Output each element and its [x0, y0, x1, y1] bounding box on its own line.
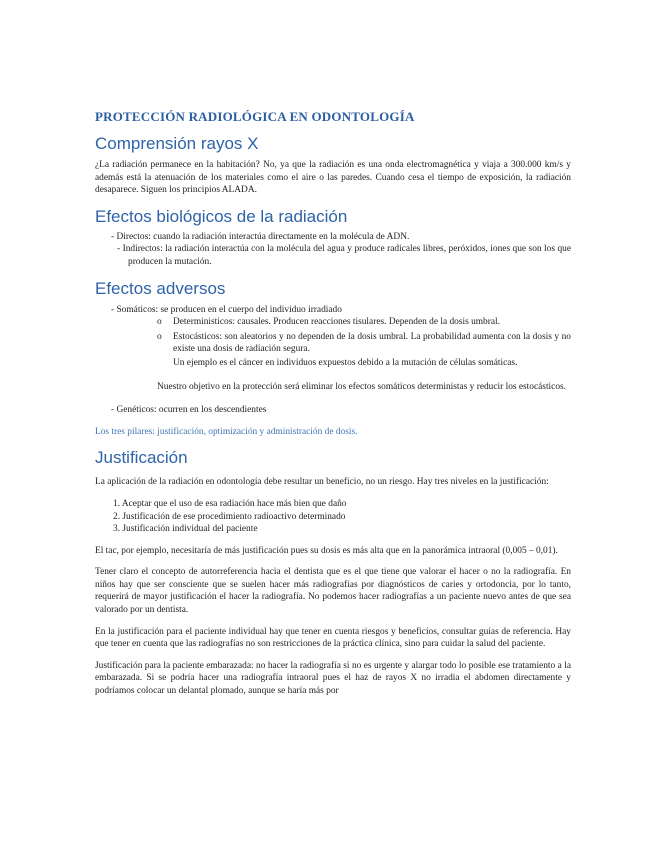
list-item: - Somáticos: se producen en el cuerpo del individuo irradiado: [111, 304, 342, 315]
paragraph-radiacion-habitacion: ¿La radiación permanece en la habitación? No, ya que la radiación es una onda electromagnética y viaja a 300.000 km/s y además está la atenuación de los materiales como el aire o las paredes. Cuando cesa el tiempo de exposición, la radiación desaparece. Siguen los principios ALADA.: [95, 160, 571, 196]
sublist-text: Deterministicos: causales. Producen reacciones tisulares. Dependen de la dosis umbral.: [173, 317, 500, 328]
circle-bullet-icon: o: [157, 317, 162, 328]
paragraph-paciente-embarazada: Justificación para la paciente embarazada: no hacer la radiografía si no es urgente y alargar todo lo posible ese tratamiento a la embarazada. Si se podría hacer una radiografía intraoral pues el haz de rayos X no irradia el abdomen directamente y podríamos colocar un delantal plomado, aunque se haría más por: [95, 660, 571, 697]
list-item: [157, 316, 571, 329]
list-item: - Genéticos: ocurren en los descendientes: [111, 405, 267, 416]
paragraph-objetivo-proteccion: Nuestro objetivo en la protección será eliminar los efectos somáticos deterministas y reducir los estocásticos.: [157, 381, 566, 392]
list-item: 1. Aceptar que el uso de esa radiación hace más bien que daño: [113, 498, 347, 509]
paragraph-ejemplo-cancer: Un ejemplo es el cáncer en individuos expuestos debido a la mutación de células somáticas.: [173, 357, 518, 368]
list-item: - Directos: cuando la radiación interactúa directamente en la molécula de ADN.: [111, 231, 410, 242]
paragraph-autorreferencia: Tener claro el concepto de autorreferencia hacia el dentista que es el que tiene que valorar el hacer o no la radiografía. En niños hay que ser consciente que se suelen hacer más radiografías por diagnósticos de caries y ortodoncia, por lo tanto, requerirá de mayor justificación el hacer la radiografía. No podemos hacer radiografías a un paciente nuevo antes de que sea valorado por un dentista.: [95, 567, 571, 616]
efectos-biologicos-list: [95, 231, 571, 269]
somaticos-sublist: [95, 316, 571, 356]
list-item: [157, 331, 571, 356]
paragraph-tac: El tac, por ejemplo, necesitaría de más justificación pues su dosis es más alta que en la panorámica intraoral (0,005 – 0,01).: [95, 545, 558, 556]
efectos-adversos-list: [95, 304, 571, 317]
paragraph-tres-pilares: Los tres pilares: justificación, optimización y administración de dosis.: [95, 426, 358, 437]
document-title: PROTECCIÓN RADIOLÓGICA EN ODONTOLOGÍA: [95, 109, 415, 124]
circle-bullet-icon: o: [157, 331, 162, 342]
document-body: [95, 108, 571, 698]
list-item: 3. Justificación individual del paciente: [113, 524, 258, 535]
heading-efectos-adversos: Efectos adversos: [95, 278, 226, 298]
paragraph-paciente-individual: En la justificación para el paciente individual hay que tener en cuenta riesgos y beneficios, consultar guías de referencia. Hay que tener en cuenta que las radiografías no son restricciones de la práctica clínica, sino para cuidar la salud del paciente.: [95, 626, 571, 650]
heading-comprension-rayos-x: Comprensión rayos X: [95, 134, 259, 153]
heading-efectos-biologicos: Efectos biológicos de la radiación: [95, 206, 348, 226]
sublist-text: Estocásticos: son aleatorios y no dependen de la dosis umbral. La probabilidad aumenta con la dosis y no existe una dosis de radiación segura.: [173, 331, 571, 355]
list-item: - Indirectos: la radiación interactúa con la molécula del agua y produce radicales libres, peróxidos, iones que son los que producen la mutación.: [117, 244, 571, 267]
niveles-justificacion-list: [95, 498, 571, 536]
list-item: 2. Justificación de ese procedimiento radioactivo determinado: [113, 511, 346, 522]
geneticos-list: [95, 404, 571, 417]
heading-justificacion: Justificación: [95, 448, 188, 468]
paragraph-aplicacion-radiacion: La aplicación de la radiación en odontología debe resultar un beneficio, no un riesgo. Hay tres niveles en la justificación:: [95, 477, 549, 488]
